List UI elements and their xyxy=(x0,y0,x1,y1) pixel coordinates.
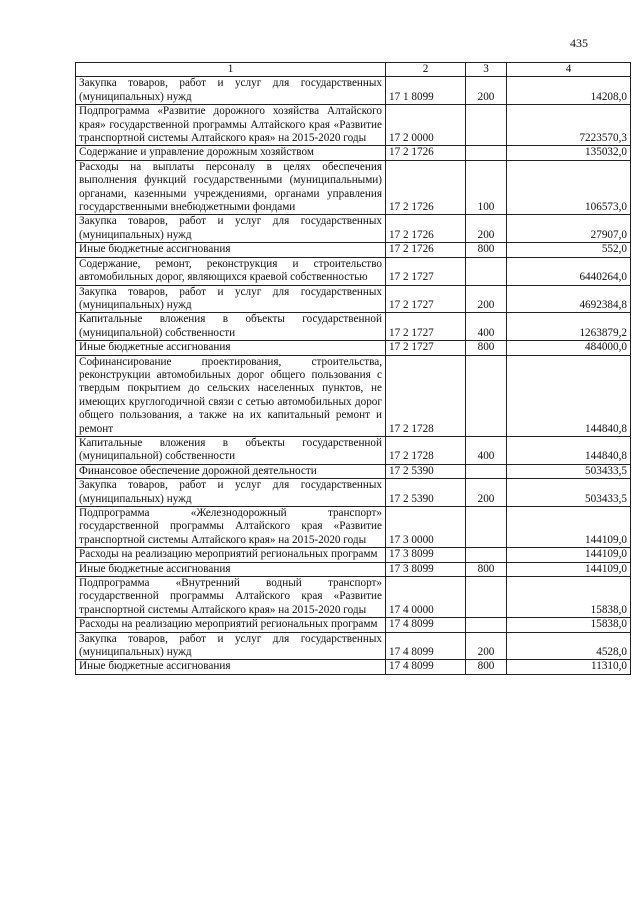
row-amount-cell: 503433,5 xyxy=(507,464,631,478)
row-expense-type-cell: 200 xyxy=(466,479,507,507)
table-row xyxy=(76,355,631,436)
row-amount-cell: 4528,0 xyxy=(507,632,631,660)
row-name-cell: Закупка товаров, работ и услуг для государственных (муниципальных) нужд xyxy=(76,215,386,243)
row-expense-type-cell: 200 xyxy=(466,285,507,313)
row-expense-type-cell: 200 xyxy=(466,215,507,243)
row-amount-cell: 144109,0 xyxy=(507,548,631,562)
row-expense-type-cell: 800 xyxy=(466,243,507,257)
row-name-cell: Иные бюджетные ассигнования xyxy=(76,660,386,674)
row-expense-type-cell xyxy=(466,618,507,632)
row-amount-cell: 6440264,0 xyxy=(507,257,631,285)
row-amount-cell: 144840,8 xyxy=(507,355,631,436)
row-amount-cell: 15838,0 xyxy=(507,577,631,618)
row-code-cell: 17 3 0000 xyxy=(386,507,466,548)
table-row xyxy=(76,562,631,576)
column-header-2: 2 xyxy=(386,63,466,77)
row-amount-cell: 7223570,3 xyxy=(507,105,631,146)
row-amount-cell: 135032,0 xyxy=(507,146,631,160)
row-name-cell: Расходы на выплаты персоналу в целях обеспечения выполнения функций государственными (муниципальными) органами, казенными учреждениями, органами управления государственными внебюджетными фондами xyxy=(76,160,386,215)
row-name-cell: Расходы на реализацию мероприятий региональных программ xyxy=(76,618,386,632)
row-name-cell: Финансовое обеспечение дорожной деятельности xyxy=(76,464,386,478)
row-name-cell: Капитальные вложения в объекты государственной (муниципальной) собственности xyxy=(76,313,386,341)
row-expense-type-cell: 200 xyxy=(466,77,507,105)
table-row xyxy=(76,632,631,660)
table-row xyxy=(76,548,631,562)
row-name-cell: Закупка товаров, работ и услуг для государственных (муниципальных) нужд xyxy=(76,479,386,507)
table-row xyxy=(76,618,631,632)
row-expense-type-cell xyxy=(466,464,507,478)
table-row xyxy=(76,436,631,464)
row-name-cell: Закупка товаров, работ и услуг для государственных (муниципальных) нужд xyxy=(76,632,386,660)
row-name-cell: Закупка товаров, работ и услуг для государственных (муниципальных) нужд xyxy=(76,77,386,105)
row-name-cell: Иные бюджетные ассигнования xyxy=(76,562,386,576)
table-row xyxy=(76,215,631,243)
row-expense-type-cell: 200 xyxy=(466,632,507,660)
row-code-cell: 17 2 1726 xyxy=(386,243,466,257)
row-name-cell: Подпрограмма «Железнодорожный транспорт» государственной программы Алтайского края «Развитие транспортной системы Алтайского края» на 2015-2020 годы xyxy=(76,507,386,548)
row-name-cell: Иные бюджетные ассигнования xyxy=(76,341,386,355)
row-name-cell: Расходы на реализацию мероприятий региональных программ xyxy=(76,548,386,562)
row-name-cell: Подпрограмма «Развитие дорожного хозяйства Алтайского края» государственной программы Алтайского края «Развитие транспортной системы Алтайского края» на 2015-2020 годы xyxy=(76,105,386,146)
column-header-4: 4 xyxy=(507,63,631,77)
row-name-cell: Софинансирование проектирования, строительства, реконструкции автомобильных дорог общего пользования с твердым покрытием до сельских населенных пунктов, не имеющих круглогодичной связи с сетью автомобильных дорог общего пользования, а также на их капитальный ремонт и ремонт xyxy=(76,355,386,436)
row-amount-cell: 14208,0 xyxy=(507,77,631,105)
table-row xyxy=(76,313,631,341)
table-row xyxy=(76,464,631,478)
column-header-3: 3 xyxy=(466,63,507,77)
row-code-cell: 17 2 1727 xyxy=(386,341,466,355)
row-code-cell: 17 2 1726 xyxy=(386,160,466,215)
table-row xyxy=(76,341,631,355)
row-expense-type-cell: 800 xyxy=(466,660,507,674)
row-code-cell: 17 4 8099 xyxy=(386,660,466,674)
row-amount-cell: 144840,8 xyxy=(507,436,631,464)
row-expense-type-cell xyxy=(466,105,507,146)
table-row xyxy=(76,105,631,146)
row-code-cell: 17 2 1728 xyxy=(386,436,466,464)
row-name-cell: Капитальные вложения в объекты государственной (муниципальной) собственности xyxy=(76,436,386,464)
row-name-cell: Подпрограмма «Внутренний водный транспорт» государственной программы Алтайского края «Развитие транспортной системы Алтайского края» на 2015-2020 годы xyxy=(76,577,386,618)
row-amount-cell: 1263879,2 xyxy=(507,313,631,341)
row-amount-cell: 15838,0 xyxy=(507,618,631,632)
table-row xyxy=(76,285,631,313)
column-header-1: 1 xyxy=(76,63,386,77)
row-expense-type-cell xyxy=(466,257,507,285)
row-expense-type-cell xyxy=(466,548,507,562)
table-row xyxy=(76,146,631,160)
row-code-cell: 17 4 8099 xyxy=(386,632,466,660)
row-code-cell: 17 2 1727 xyxy=(386,285,466,313)
row-amount-cell: 484000,0 xyxy=(507,341,631,355)
table-row xyxy=(76,479,631,507)
row-expense-type-cell: 400 xyxy=(466,436,507,464)
row-code-cell: 17 2 1726 xyxy=(386,146,466,160)
table-row xyxy=(76,507,631,548)
table-row xyxy=(76,77,631,105)
table-row xyxy=(76,160,631,215)
budget-table xyxy=(75,62,631,675)
row-name-cell: Иные бюджетные ассигнования xyxy=(76,243,386,257)
header-row xyxy=(76,63,631,77)
row-expense-type-cell: 400 xyxy=(466,313,507,341)
row-code-cell: 17 2 1726 xyxy=(386,215,466,243)
row-code-cell: 17 4 0000 xyxy=(386,577,466,618)
row-amount-cell: 552,0 xyxy=(507,243,631,257)
page-number: 435 xyxy=(570,36,588,50)
table-row xyxy=(76,243,631,257)
row-expense-type-cell xyxy=(466,146,507,160)
row-code-cell: 17 2 5390 xyxy=(386,479,466,507)
row-amount-cell: 106573,0 xyxy=(507,160,631,215)
row-code-cell: 17 2 1728 xyxy=(386,355,466,436)
row-code-cell: 17 1 8099 xyxy=(386,77,466,105)
row-amount-cell: 144109,0 xyxy=(507,562,631,576)
row-code-cell: 17 2 1727 xyxy=(386,257,466,285)
row-code-cell: 17 2 5390 xyxy=(386,464,466,478)
table-row xyxy=(76,577,631,618)
row-code-cell: 17 3 8099 xyxy=(386,562,466,576)
row-expense-type-cell xyxy=(466,507,507,548)
row-code-cell: 17 2 0000 xyxy=(386,105,466,146)
row-code-cell: 17 2 1727 xyxy=(386,313,466,341)
row-amount-cell: 11310,0 xyxy=(507,660,631,674)
row-amount-cell: 503433,5 xyxy=(507,479,631,507)
row-code-cell: 17 3 8099 xyxy=(386,548,466,562)
table-row xyxy=(76,660,631,674)
row-expense-type-cell: 800 xyxy=(466,341,507,355)
row-name-cell: Содержание и управление дорожным хозяйством xyxy=(76,146,386,160)
row-expense-type-cell xyxy=(466,355,507,436)
row-amount-cell: 144109,0 xyxy=(507,507,631,548)
row-name-cell: Содержание, ремонт, реконструкция и строительство автомобильных дорог, являющихся краевой собственностью xyxy=(76,257,386,285)
row-expense-type-cell: 100 xyxy=(466,160,507,215)
row-code-cell: 17 4 8099 xyxy=(386,618,466,632)
row-name-cell: Закупка товаров, работ и услуг для государственных (муниципальных) нужд xyxy=(76,285,386,313)
table-row xyxy=(76,257,631,285)
row-expense-type-cell xyxy=(466,577,507,618)
row-expense-type-cell: 800 xyxy=(466,562,507,576)
row-amount-cell: 27907,0 xyxy=(507,215,631,243)
row-amount-cell: 4692384,8 xyxy=(507,285,631,313)
